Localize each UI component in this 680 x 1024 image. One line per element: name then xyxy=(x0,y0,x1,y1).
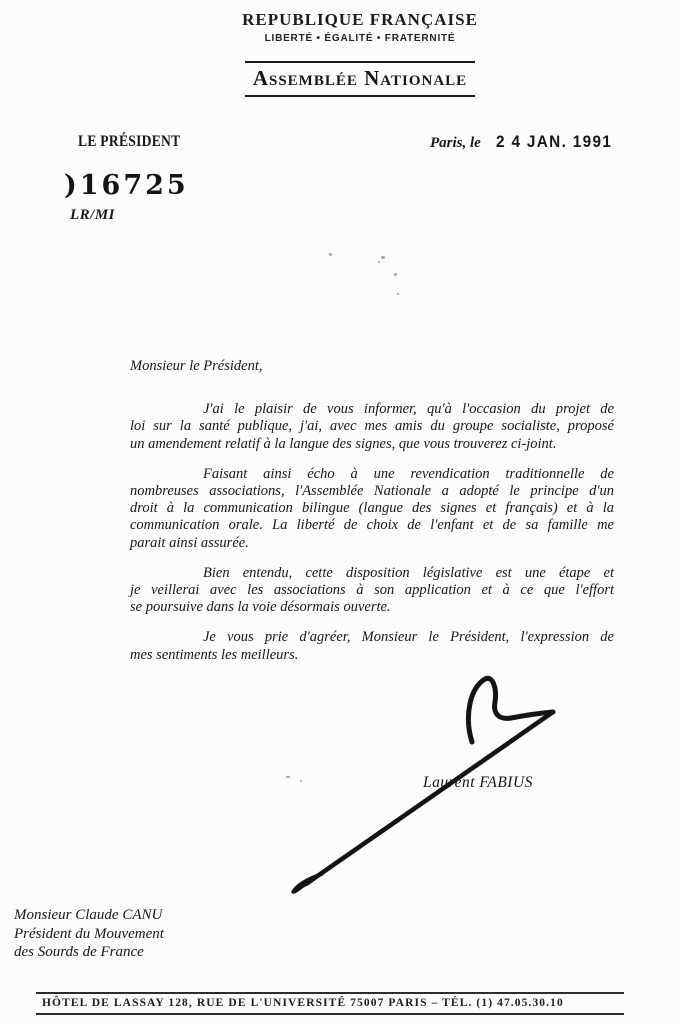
scan-speck xyxy=(394,273,397,276)
body-line: mes sentiments les meilleurs. xyxy=(130,646,299,663)
signature-name: Laurent FABIUS xyxy=(423,774,533,791)
paragraph xyxy=(130,565,614,617)
dateline xyxy=(430,132,625,152)
body-line: nombreuses associations, l'Assemblée Nationale a adopté le principe d'un xyxy=(130,483,614,500)
scan-speck xyxy=(329,253,332,256)
body-line: droit à la communication bilingue (langue des signes et français) et à la xyxy=(130,500,614,517)
letter-paragraphs xyxy=(130,401,614,664)
paragraph xyxy=(130,401,614,453)
recipient-line: des Sourds de France xyxy=(14,944,144,960)
national-motto: LIBERTÉ • ÉGALITÉ • FRATERNITÉ xyxy=(264,33,456,44)
republic-title: REPUBLIQUE FRANÇAISE xyxy=(242,10,478,29)
body-line: J'ai le plaisir de vous informer, qu'à l'occasion du projet de xyxy=(203,401,614,418)
letter-body xyxy=(130,358,614,677)
body-line: Faisant ainsi écho à une revendication traditionnelle de xyxy=(203,465,614,482)
body-line: je veillerai avec les associations à son application et à ce que l'effort xyxy=(130,582,614,599)
body-line: communication orale. La liberté de choix de l'enfant et de sa famille me xyxy=(130,517,614,534)
recipient-line: Monsieur Claude CANU xyxy=(14,907,163,923)
scan-speck xyxy=(397,293,399,295)
date-stamp: 2 4 JAN. 1991 xyxy=(495,132,613,151)
recipient-block xyxy=(14,906,164,962)
body-line: Je vous prie d'agréer, Monsieur le Président, l'expression de xyxy=(203,629,614,646)
paragraph xyxy=(130,466,614,552)
registration-number-stamp: )16725 xyxy=(64,170,189,201)
body-line: loi sur la santé publique, j'ai, avec mes amis du groupe socialiste, proposé xyxy=(130,418,614,435)
body-line: parait ainsi assurée. xyxy=(130,534,249,551)
letterhead xyxy=(200,10,520,97)
recipient-line: Président du Mouvement xyxy=(14,925,164,942)
place-prefix: Paris, le xyxy=(430,135,481,151)
body-line: Bien entendu, cette disposition législative est une étape et xyxy=(203,564,614,581)
paragraph xyxy=(130,629,614,663)
reference-code: LR/MI xyxy=(70,207,116,223)
body-line: se poursuive dans la voie désormais ouverte. xyxy=(130,599,391,616)
salutation: Monsieur le Président, xyxy=(130,358,263,374)
scan-speck xyxy=(286,776,290,778)
footer-address: HÔTEL DE LASSAY 128, RUE DE L'UNIVERSITÉ 75007 PARIS – TÉL. (1) 47.05.30.10 xyxy=(36,992,624,1015)
institution-banner: Assemblée Nationale xyxy=(245,61,475,97)
scan-speck xyxy=(381,256,385,259)
scan-speck xyxy=(378,261,380,263)
sender-title: LE PRÉSIDENT xyxy=(78,133,181,150)
scan-speck xyxy=(300,780,302,782)
body-line: un amendement relatif à la langue des signes, que vous trouverez ci-joint. xyxy=(130,435,557,452)
